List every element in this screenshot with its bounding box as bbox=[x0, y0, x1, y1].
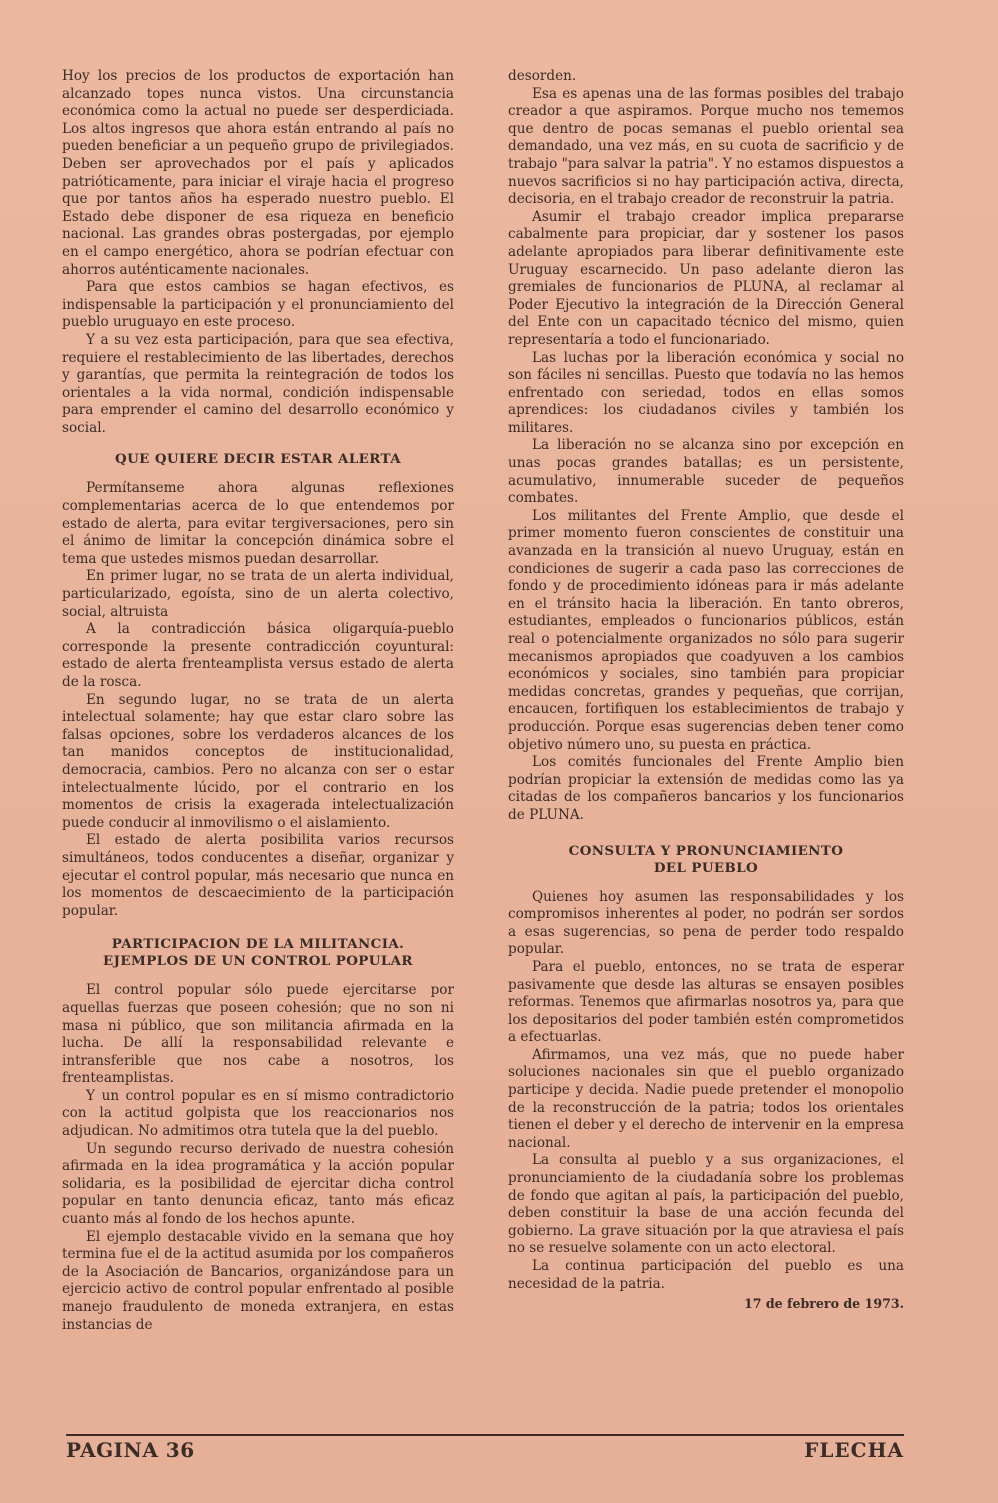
section-heading-line-2: DEL PUEBLO bbox=[653, 859, 759, 876]
section-heading bbox=[62, 936, 454, 970]
page-number: PAGINA 36 bbox=[66, 1438, 195, 1462]
right-column bbox=[508, 68, 904, 1313]
paragraph: Quienes hoy asumen las responsabilidades y los compromisos inherentes al poder, no podrán ser sordos a esas sugerencias, so pena de perder todo respaldo popular. bbox=[508, 888, 904, 958]
section-heading-line-1: PARTICIPACION DE LA MILITANCIA. bbox=[111, 936, 405, 953]
paragraph: Los militantes del Frente Amplio, que desde el primer momento fueron conscientes de constituir una avanzada en la transición al nuevo Uruguay, están en condiciones de sugerir a cada paso las correcciones de fondo y de procedimiento idóneas para ir más adelante en el tránsito hacia la liberación. En tanto obreros, estudiantes, empleados o funcionarios públicos, están real o potencialmente organizados no sólo para sugerir mecanismos apropiados que coadyuven a los cambios económicos y sociales, sino también para propiciar medidas concretas, grandes y pequeñas, que corrijan, encaucen, fortifiquen los establecimientos de trabajo y producción. Porque esas sugerencias deben tener como objetivo número uno, su puesta en práctica. bbox=[508, 507, 904, 753]
left-column bbox=[62, 68, 454, 1334]
paragraph: Asumir el trabajo creador implica prepararse cabalmente para propiciar, dar y sostener los pasos adelante apropiados para liberar definitivamente este Uruguay escarnecido. Un paso adelante dieron las gremiales de funcionarios de PLUNA, al reclamar al Poder Ejecutivo la integración de la Dirección General del Ente con un capacitado técnico del mismo, quien representaría a todo el funcionariado. bbox=[508, 208, 904, 348]
paragraph: El control popular sólo puede ejercitarse por aquellas fuerzas que poseen cohesión; que no son ni masa ni público, que son militancia afirmada en la lucha. De allí la responsabilidad relevante e intransferible que nos cabe a nosotros, los frenteamplistas. bbox=[62, 982, 454, 1087]
paragraph: La continua participación del pueblo es una necesidad de la patria. bbox=[508, 1258, 904, 1292]
paragraph: A la contradicción básica oligarquía-pueblo corresponde la presente contradicción coyuntural: estado de alerta frenteamplista versus estado de alerta de la rosca. bbox=[62, 621, 454, 690]
paragraph: Y un control popular es en sí mismo contradictorio con la actitud golpista que los reaccionarios nos adjudican. No admitimos otra tutela que la del pueblo. bbox=[62, 1087, 454, 1140]
paragraph: desorden. bbox=[508, 68, 577, 84]
section-heading-line-2: EJEMPLOS DE UN CONTROL POPULAR bbox=[103, 953, 413, 970]
paragraph: Para el pueblo, entonces, no se trata de esperar pasivamente que desde las alturas se ensayen posibles reformas. Tenemos que afirmarlas nosotros ya, para que los depositarios del poder también estén comprometidos a efectuarlas. bbox=[508, 958, 904, 1046]
section-heading bbox=[508, 843, 904, 877]
paragraph: Los comités funcionales del Frente Amplio bien podrían propiciar la extensión de medidas como las ya citadas de los compañeros bancarios y los funcionarios de PLUNA. bbox=[508, 754, 904, 823]
page-footer bbox=[66, 1434, 904, 1472]
paragraph: Para que estos cambios se hagan efectivos, es indispensable la participación y el pronunciamiento del pueblo uruguayo en este proceso. bbox=[62, 279, 454, 331]
section-heading-line-1: CONSULTA Y PRONUNCIAMIENTO bbox=[568, 842, 844, 859]
paragraph: La liberación no se alcanza sino por excepción en unas pocas grandes batallas; es un persistente, acumulativo, innumerable suceder de pequeños combates. bbox=[508, 437, 904, 507]
paragraph: Permítanseme ahora algunas reflexiones complementarias acerca de lo que entendemos por estado de alerta, para evitar tergiversaciones, pero sin el ánimo de limitar la concepción dinámica sobre el tema que ustedes mismos puedan desarrollar. bbox=[62, 480, 454, 567]
paragraph: La consulta al pueblo y a sus organizaciones, el pronunciamiento de la ciudadanía sobre los problemas de fondo que agitan al país, la participación del pueblo, deben constituir la base de una acción fecunda del gobierno. La grave situación por la que atraviesa el país no se resuelve solamente con un acto electoral. bbox=[508, 1152, 904, 1257]
paragraph: Afirmamos, una vez más, que no puede haber soluciones nacionales sin que el pueblo organizado participe y decida. Nadie puede pretender el monopolio de la reconstrucción de la patria; todos los orientales tienen el deber y el derecho de intervenir en la empresa nacional. bbox=[508, 1046, 904, 1151]
section-heading: QUE QUIERE DECIR ESTAR ALERTA bbox=[115, 451, 401, 468]
paragraph: Las luchas por la liberación económica y social no son fáciles ni sencillas. Puesto que todavía no las hemos enfrentado con seriedad, todos en ellas somos aprendices: los ciudadanos civiles y también los militares. bbox=[508, 349, 904, 436]
paragraph: El estado de alerta posibilita varios recursos simultáneos, todos conducentes a diseñar, organizar y ejecutar el control popular, más necesario que nunca en los momentos de descaecimiento de la participación popular. bbox=[62, 832, 454, 919]
paragraph: Hoy los precios de los productos de exportación han alcanzado topes nunca vistos. Una circunstancia económica como la actual no puede ser desperdiciada. Los altos ingresos que ahora están entrando al país no pueden beneficiar a un pequeño grupo de privilegiados. Deben ser aprovechados por el país y aplicados patrióticamente, para iniciar el viraje hacia el progreso que por tantos años ha esperado nuestro pueblo. El Estado debe disponer de esa riqueza en beneficio nacional. Las grandes obras postergadas, por ejemplo en el campo energético, ahora se podrían efectuar con ahorros auténticamente nacionales. bbox=[62, 68, 454, 278]
paragraph: En segundo lugar, no se trata de un alerta intelectual solamente; hay que estar claro sobre las falsas opciones, sobre los verdaderos alcances de los tan manidos conceptos de institucionalidad, democracia, cambios. Pero no alcanza con ser o estar intelectualmente lúcido, por el contrario en los momentos de crisis la exagerada intelectualización puede conducir al inmovilismo o el aislamiento. bbox=[62, 691, 454, 831]
paragraph: En primer lugar, no se trata de un alerta individual, particularizado, egoísta, sino de un alerta colectivo, social, altruista bbox=[62, 568, 454, 620]
paragraph: Y a su vez esta participación, para que sea efectiva, requiere el restablecimiento de las libertades, derechos y garantías, que permita la reintegración de todos los orientales a la vida normal, condición indispensable para emprender el camino del desarrollo económico y social. bbox=[62, 331, 454, 436]
paragraph: Esa es apenas una de las formas posibles del trabajo creador a que aspiramos. Porque mucho nos tememos que dentro de pocas semanas el pueblo oriental sea demandado, una vez más, en su cuota de sacrificio y de trabajo "para salvar la patria". Y no estamos dispuestos a nuevos sacrificios si no hay participación activa, directa, decisoria, en el trabajo creador de reconstruir la patria. bbox=[508, 85, 904, 208]
paragraph: Un segundo recurso derivado de nuestra cohesión afirmada en la idea programática y la acción popular solidaria, es la posibilidad de ejercitar dicha control popular en tanto denuncia eficaz, tanto más eficaz cuanto más al fondo de los hechos apunte. bbox=[62, 1140, 454, 1228]
article-date: 17 de febrero de 1973. bbox=[743, 1296, 904, 1312]
paragraph: El ejemplo destacable vivido en la semana que hoy termina fue el de la actitud asumida por los compañeros de la Asociación de Bancarios, organizándose para un ejercicio activo de control popular enfrentado al posible manejo fraudulento de moneda extranjera, en estas instancias de bbox=[62, 1228, 454, 1333]
magazine-name: FLECHA bbox=[804, 1438, 904, 1462]
